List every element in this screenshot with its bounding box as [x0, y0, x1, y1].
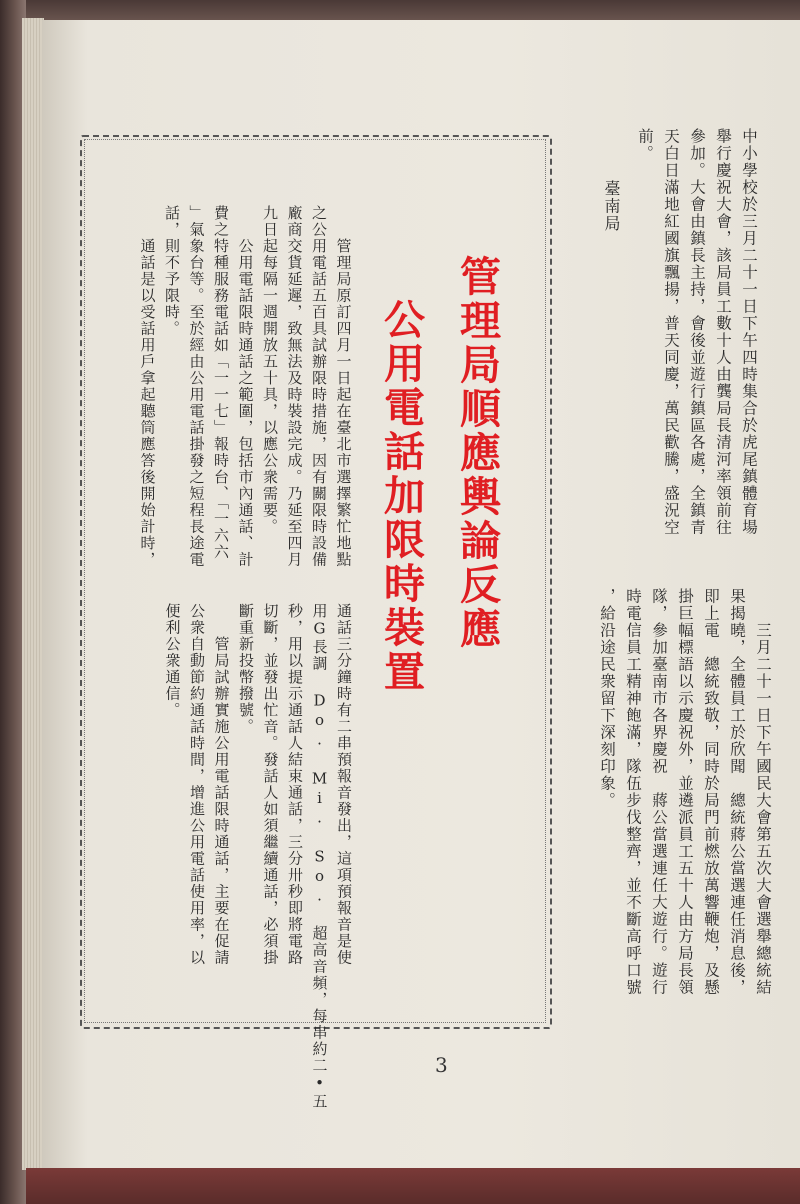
text-line: 秒，用以提示通話人結束通話，三分卅秒即將電路 — [286, 603, 304, 966]
article-body-top — [135, 205, 356, 568]
text-line: 隊，參加臺南市各界慶祝 蔣公當選連任大遊行。遊行 — [650, 588, 668, 996]
text-line: 時電信員工精神飽滿，隊伍步伐整齊，並不斷高呼口號 — [624, 588, 642, 996]
text-line: 通話是以受話用戶拿起聽筒應答後開始計時， — [138, 205, 157, 568]
text-line: 三月二十一日下午國民大會第五次大會選舉總統結 — [754, 588, 772, 996]
book-cover-bottom — [26, 1168, 800, 1204]
text-line: 用G長調 Do. Mi. So. 超高音頻，每串約二•五 — [310, 603, 329, 1110]
article-heading-line2: 公用電話加限時裝置 — [377, 298, 425, 694]
section-label: 臺南局 — [602, 180, 621, 233]
right-column-bottom-text — [594, 588, 776, 996]
text-line: 便利公衆通信。 — [163, 603, 182, 719]
text-line: ，給沿途民衆留下深刻印象。 — [598, 588, 616, 809]
book-cover-top — [26, 0, 800, 22]
text-line: 參加。大會由鎮長主持，會後並遊行鎮區各處，全鎮青 — [688, 128, 706, 536]
text-line: 廠商交貨延遲，致無法及時裝設完成。乃延至四月 — [285, 205, 304, 568]
text-line: 舉行慶祝大會，該局員工數十人由龔局長清河率領前往 — [714, 128, 732, 536]
text-line: 果揭曉，全體員工於欣聞 總統蔣公當選連任消息後， — [728, 588, 746, 996]
text-line: 掛巨幅標語以示慶祝外，並遴派員工五十人由方局長領 — [676, 588, 694, 996]
text-line: 」氣象台等。至於經由公用電話掛發之短程長途電 — [187, 205, 206, 568]
text-line: 九日起每隔一週開放五十具，以應公衆需要。 — [261, 205, 279, 535]
text-line: 即上電 總統致敬，同時於局門前燃放萬響鞭炮，及懸 — [702, 588, 720, 996]
text-line: 管局試辦實施公用電話限時通話，主要在促請 — [212, 603, 231, 966]
page-number: 3 — [435, 1053, 448, 1077]
text-line: 公用電話限時通話之範圍，包括市內通話、計 — [236, 205, 255, 568]
text-line: 費之特種服務電話如「一一七」報時台、「一六六 — [212, 205, 230, 561]
text-line: 中小學校於三月二十一日下午四時集合於虎尾鎮體育場 — [740, 128, 758, 536]
text-line: 斷重新投幣撥號。 — [237, 603, 255, 735]
article-heading-line1: 管理局順應輿論反應 — [453, 255, 501, 651]
text-line: 公衆自動節約通話時間，增進公用電話使用率，以 — [188, 603, 206, 966]
text-line: 通話三分鐘時有二串預報音發出，這項預報音是使 — [335, 603, 353, 966]
text-line: 前。 — [636, 128, 654, 162]
text-line: 管理局原訂四月一日起在臺北市選擇繁忙地點 — [334, 205, 353, 568]
article-body-bottom — [160, 603, 356, 1110]
text-line: 天白日滿地紅國旗飄揚，普天同慶，萬民歡騰，盛況空 — [662, 128, 680, 536]
text-line: 之公用電話五百具試辦限時措施，因有關限時設備 — [310, 205, 328, 568]
text-line: 切斷，並發出忙音。發話人如須繼續通話，必須掛 — [261, 603, 280, 966]
text-line: 話，則不予限時。 — [163, 205, 181, 337]
page-edges — [22, 18, 44, 1170]
right-column-top-text — [632, 128, 762, 536]
